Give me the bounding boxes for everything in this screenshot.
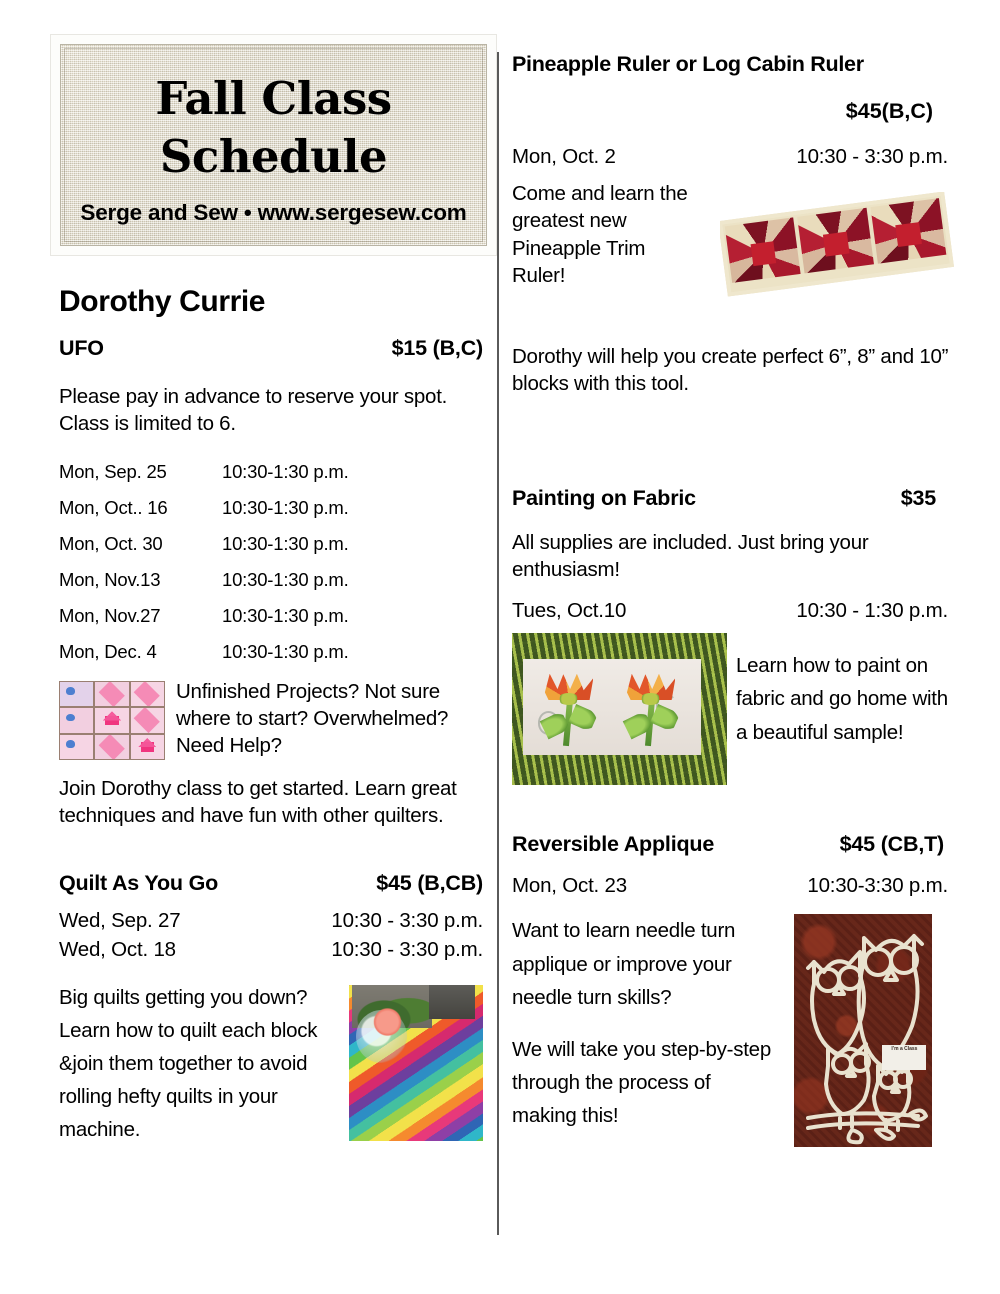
painting-photo-caption-group: [512, 631, 950, 785]
qayg-photo-text-group: [59, 981, 483, 1147]
schedule-date: Mon, Nov.13: [59, 568, 161, 590]
class-label-tag: I’m a Class: [882, 1045, 926, 1071]
quilt-block-grid: [59, 681, 165, 760]
pineapple-photo-caption: Come and learn the greatest new Pineapple Trim Ruler!: [512, 182, 688, 287]
pineapple-table-runner-photo: [720, 192, 954, 298]
schedule-row: [59, 490, 483, 526]
class-block-quilt-as-you-go: [59, 871, 483, 1146]
schedule-date: Mon, Oct. 23: [512, 874, 627, 898]
class-title: Reversible Applique: [512, 832, 715, 857]
schedule-row: [512, 142, 950, 171]
column-divider: [497, 52, 499, 1235]
quilt-block: [60, 708, 93, 732]
flower-center: [558, 693, 579, 706]
ufo-photo-caption-group: [59, 678, 483, 764]
class-schedule-quilt-as-you-go: [59, 906, 483, 964]
left-column: [50, 34, 490, 1147]
masthead-title-line1: Fall Class: [155, 72, 392, 126]
flower-leaf: [567, 704, 597, 733]
schedule-time: 10:30-1:30 p.m.: [222, 460, 349, 482]
schedule-row: [512, 871, 950, 900]
schedule-time: 10:30 - 3:30 p.m.: [796, 145, 948, 168]
class-block-ufo: [59, 336, 483, 829]
schedule-row: [59, 906, 483, 935]
schedule-date: Mon, Oct.. 16: [59, 496, 168, 518]
class-price: $35: [900, 485, 936, 510]
applique-photo-text-group: [512, 914, 950, 1147]
schedule-row: [59, 454, 483, 490]
painted-flowers-photo: [512, 633, 727, 785]
schedule-row: [59, 526, 483, 562]
schedule-time: 10:30 - 3:30 p.m.: [331, 938, 483, 962]
painting-note: All supplies are included. Just bring your enthusiasm!: [512, 530, 869, 581]
quilt-block: [131, 708, 164, 732]
schedule-date: Mon, Nov.27: [59, 604, 161, 626]
applique-description-2: We will take you step-by-step through the process of making this!: [512, 1037, 771, 1128]
schedule-row: [59, 598, 483, 634]
class-note: Please pay in advance to reserve your spot. Class is limited to 6.: [59, 385, 448, 436]
class-price: $15 (B,C): [391, 336, 483, 360]
masthead-banner: [50, 34, 497, 256]
pineapple-photo-caption-group: [512, 180, 950, 298]
class-schedule-ufo: [59, 454, 483, 670]
class-header-ufo: [59, 336, 483, 361]
ufo-description: Join Dorothy class to get started. Learn great techniques and have fun with other quilters.: [59, 776, 457, 828]
class-title: Pineapple Ruler or Log Cabin Ruler: [512, 52, 864, 76]
schedule-time: 10:30-1:30 p.m.: [222, 532, 349, 554]
schedule-time: 10:30-3:30 p.m.: [807, 874, 948, 898]
schedule-date: Mon, Oct. 30: [59, 532, 163, 554]
schedule-row: [59, 935, 483, 964]
class-header-reversible: [512, 832, 950, 857]
quilt-block: [60, 682, 93, 706]
table-runner: [720, 192, 954, 297]
schedule-time: 10:30 - 1:30 p.m.: [796, 599, 948, 623]
masthead-subtitle: Serge and Sew • www.sergesew.com: [80, 199, 467, 225]
qayg-description: Big quilts getting you down? Learn how to quilt each block &join them together to avoid rolling hefty quilts in your machine.: [59, 985, 318, 1142]
schedule-time: 10:30-1:30 p.m.: [222, 496, 349, 518]
class-price: $45 (CB,T): [839, 832, 944, 857]
class-price: $45(B,C): [845, 99, 933, 123]
schedule-date: Mon, Dec. 4: [59, 640, 157, 662]
schedule-time: 10:30-1:30 p.m.: [222, 568, 349, 590]
masthead-title-line2: Schedule: [159, 130, 388, 183]
painting-photo-caption: Learn how to paint on fabric and go home with a beautiful sample!: [736, 654, 948, 744]
schedule-date: Tues, Oct.10: [512, 599, 627, 623]
schedule-row: [59, 634, 483, 670]
flower-center: [640, 693, 661, 706]
quilt-block: [131, 682, 164, 706]
painted-flower: [533, 671, 604, 750]
white-fabric-panel: [523, 659, 701, 755]
class-block-reversible-applique: [512, 832, 950, 1147]
planter-box: [429, 985, 475, 1019]
quilt-block: [95, 708, 128, 732]
masthead-linen-background: [60, 44, 487, 246]
owl-family-outline: [794, 914, 932, 1147]
class-header-quilt-as-you-go: [59, 871, 483, 896]
schedule-date: Wed, Sep. 27: [59, 909, 181, 933]
class-title: Painting on Fabric: [512, 485, 696, 510]
class-title: Quilt As You Go: [59, 871, 219, 896]
right-column: [512, 52, 950, 1147]
schedule-time: 10:30-1:30 p.m.: [222, 640, 349, 662]
rainbow-quilt-photo: [349, 985, 483, 1141]
pink-quilt-blocks-photo: [59, 681, 165, 760]
schedule-date: Mon, Oct. 2: [512, 145, 616, 168]
quilt-block: [60, 735, 93, 759]
masthead-title: [155, 70, 391, 185]
schedule-time: 10:30-1:30 p.m.: [222, 604, 349, 626]
owl-reverse-applique-photo: [794, 914, 932, 1147]
class-header-painting: [512, 486, 950, 511]
applique-description-1: Want to learn needle turn applique or improve your needle turn skills?: [512, 919, 736, 1009]
painted-flower: [616, 671, 687, 750]
teacher-name: Dorothy Currie: [59, 285, 266, 318]
class-title: UFO: [59, 336, 104, 360]
quilt-block: [131, 735, 164, 759]
quilt-block: [95, 682, 128, 706]
class-block-pineapple-ruler: [512, 52, 950, 398]
schedule-time: 10:30 - 3:30 p.m.: [331, 909, 483, 933]
pineapple-description: Dorothy will help you create perfect 6”, 8” and 10” blocks with this tool.: [512, 345, 949, 396]
quilt-block: [95, 735, 128, 759]
schedule-row: [512, 596, 950, 625]
class-price: $45 (B,CB): [376, 871, 483, 896]
schedule-date: Mon, Sep. 25: [59, 460, 167, 482]
ufo-photo-caption: Unfinished Projects? Not sure where to start? Overwhelmed? Need Help?: [176, 679, 449, 758]
schedule-date: Wed, Oct. 18: [59, 938, 176, 962]
class-block-painting-on-fabric: [512, 486, 950, 786]
schedule-row: [59, 562, 483, 598]
flower-bloom: [370, 1006, 405, 1037]
